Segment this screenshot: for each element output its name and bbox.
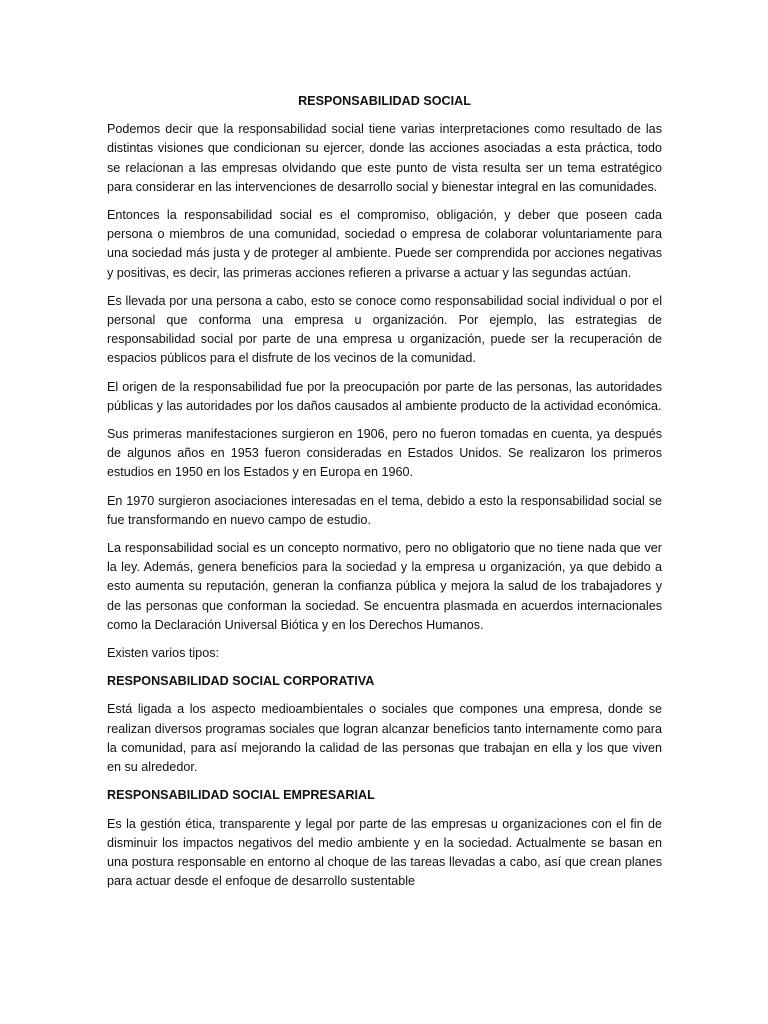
paragraph-definition: Entonces la responsabilidad social es el compromiso, obligación, y deber que poseen cada persona o miembros de una comunidad, sociedad o empresa de colaborar voluntariamente para una sociedad más justa y de proteger al ambiente. Puede ser comprendida por acciones negativas y positivas, es decir, las primeras acciones refieren a privarse a actuar y las segundas actúan. [107, 208, 662, 280]
paragraph-history: Sus primeras manifestaciones surgieron en 1906, pero no fueron tomadas en cuenta, ya después de algunos años en 1953 fueron consideradas en Estados Unidos. Se realizaron los primeros estudios en 1950 en los Estados y en Europa en 1960. [107, 427, 662, 480]
paragraph-empresarial: Es la gestión ética, transparente y legal por parte de las empresas u organizaciones con el fin de disminuir los impactos negativos del medio ambiente y en la sociedad. Actualmente se basan en una postura responsable en entorno al choque de las tareas llevadas a cabo, así que crean planes para actuar desde el enfoque de desarrollo sustentable [107, 816, 662, 889]
paragraph-individual: Es llevada por una persona a cabo, esto se conoce como responsabilidad social individual o por el personal que conforma una empresa u organización. Por ejemplo, las estrategias de responsabilidad social por parte de una empresa u organización, puede ser la recuperación de espacios públicos para el disfrute de los vecinos de la comunidad. [107, 293, 662, 366]
document-title: RESPONSABILIDAD SOCIAL [298, 94, 471, 108]
heading-corporativa: RESPONSABILIDAD SOCIAL CORPORATIVA [107, 674, 375, 689]
paragraph-origin: El origen de la responsabilidad fue por la preocupación por parte de las personas, las autoridades públicas y las autoridades por los daños causados al ambiente producto de la actividad económica. [107, 379, 662, 413]
paragraph-1970: En 1970 surgieron asociaciones interesadas en el tema, debido a esto la responsabilidad social se fue transformando en nuevo campo de estudio. [107, 493, 662, 527]
paragraph-corporativa: Está ligada a los aspecto medioambientales o sociales que compones una empresa, donde se realizan diversos programas sociales que logran alcanzar beneficios tanto internamente como para la comunidad, para así mejorando la calidad de las personas que trabajan en ella y los que viven en su alrededor. [107, 702, 662, 775]
paragraph-normative: La responsabilidad social es un concepto normativo, pero no obligatorio que no tiene nada que ver la ley. Además, genera beneficios para la sociedad y la empresa u organización, ya que debido a esto aumenta su reputación, generan la confianza pública y mejora la salud de los trabajadores y de las personas que conforman la sociedad. Se encuentra plasmada en acuerdos internacionales como la Declaración Universal Biótica y en los Derechos Humanos. [107, 541, 662, 632]
document-page [107, 92, 662, 900]
heading-empresarial: RESPONSABILIDAD SOCIAL EMPRESARIAL [107, 788, 375, 803]
paragraph-types-intro: Existen varios tipos: [107, 646, 219, 661]
paragraph-intro: Podemos decir que la responsabilidad social tiene varias interpretaciones como resultado de las distintas visiones que condicionan su ejercer, donde las acciones asociadas a esta práctica, todo se relacionan a las empresas olvidando que este punto de vista resulta ser un tema estratégico para considerar en las intervenciones de desarrollo social y bienestar integral en las comunidades. [107, 122, 662, 194]
